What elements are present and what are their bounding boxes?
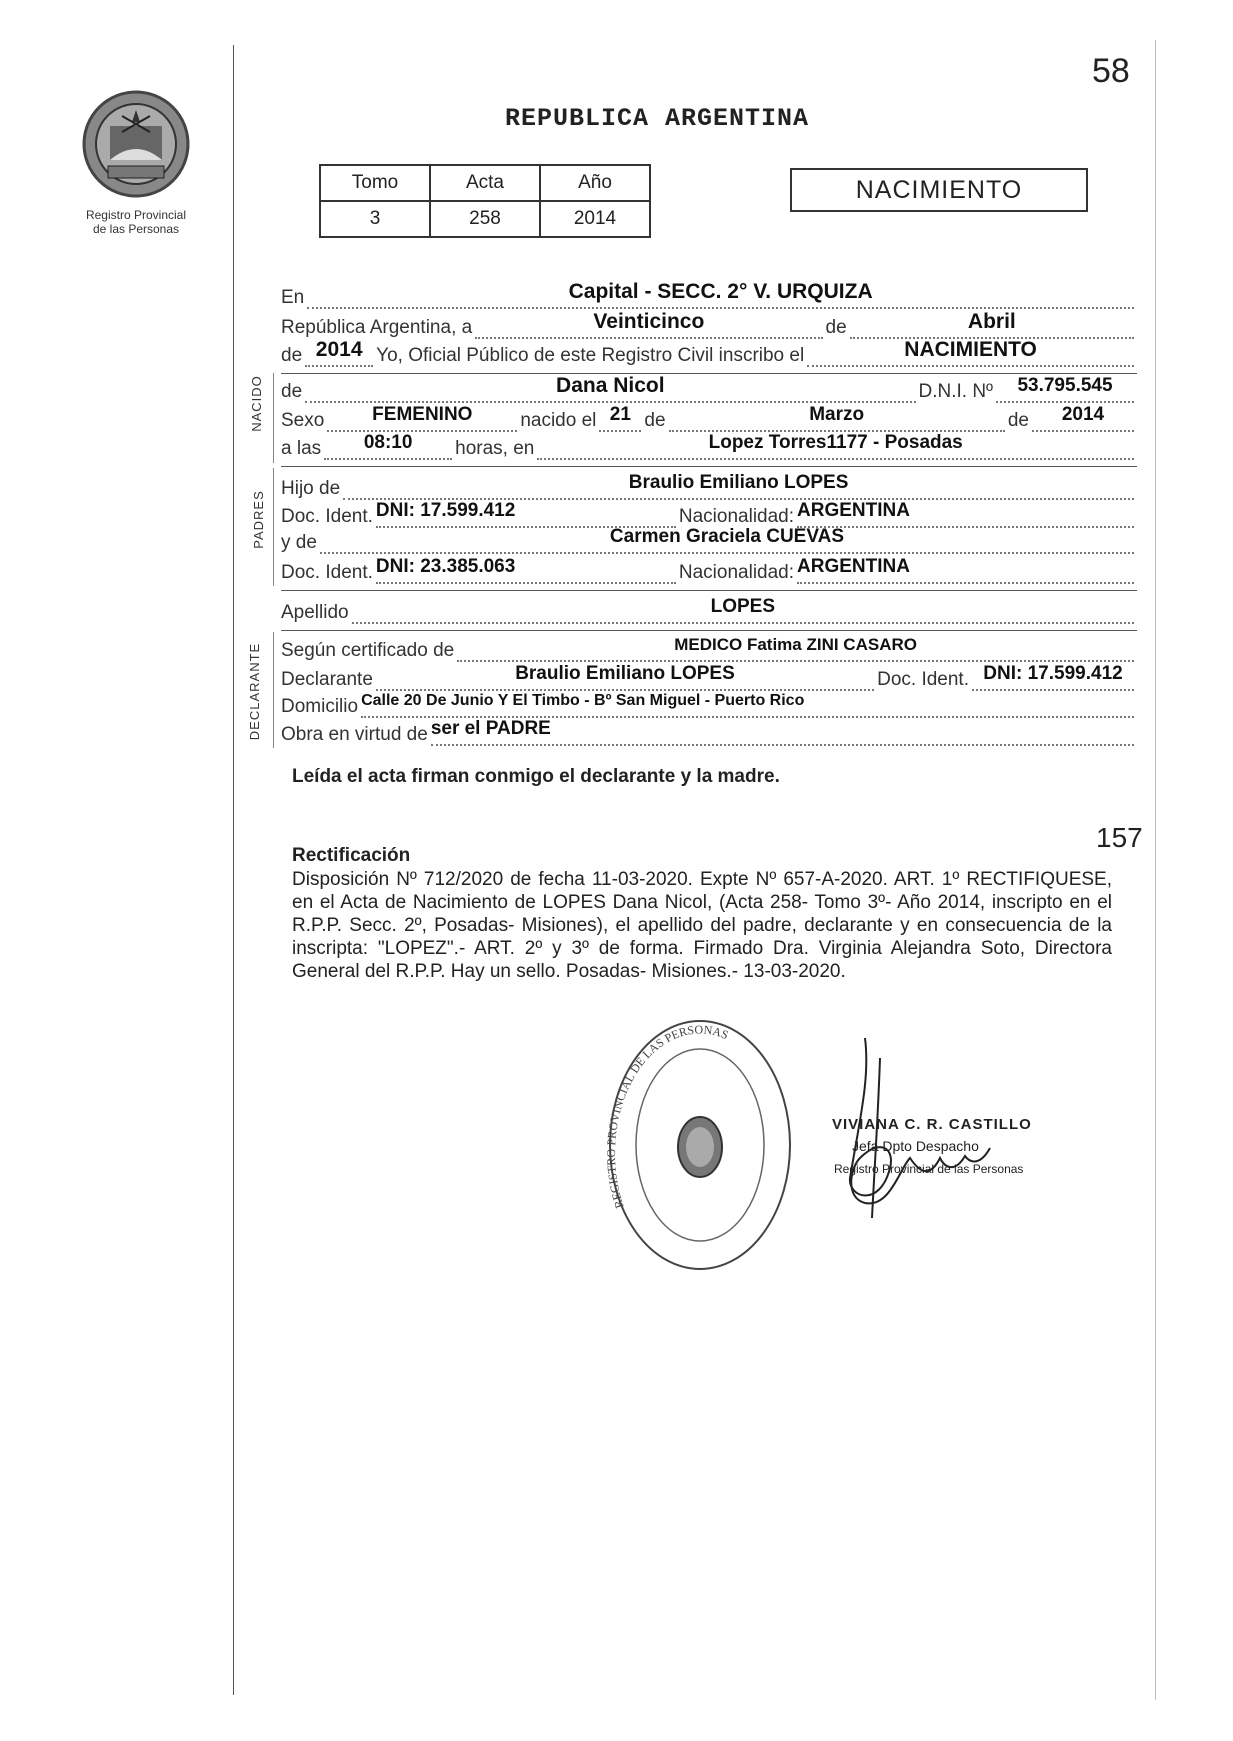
header-tomo: Tomo xyxy=(320,165,430,201)
secondary-page-number: 157 xyxy=(1096,822,1143,853)
field-madre: Carmen Graciela CUEVAS xyxy=(320,526,1134,554)
divider-3 xyxy=(281,590,1137,591)
field-nac-dia: 21 xyxy=(599,404,641,432)
closing-statement: Leída el acta firman conmigo el declarante y la madre. xyxy=(292,766,780,787)
field-anio: 2014 xyxy=(305,339,373,367)
nacido-bracket xyxy=(273,373,274,463)
field-padre: Braulio Emiliano LOPES xyxy=(343,472,1134,500)
svg-text:REGISTRO PROVINCIAL DE LAS PER: REGISTRO PROVINCIAL DE LAS PERSONAS xyxy=(605,1022,731,1211)
label-de-5: de xyxy=(1007,410,1029,431)
field-declarante-doc: DNI: 17.599.412 xyxy=(972,663,1134,691)
field-dni: 53.795.545 xyxy=(996,375,1134,403)
row-sexo xyxy=(281,406,1137,432)
field-padre-nac: ARGENTINA xyxy=(797,500,1134,528)
row-hora xyxy=(281,434,1137,460)
label-en: En xyxy=(281,287,305,308)
label-declarante: Declarante xyxy=(281,669,373,690)
field-hora: 08:10 xyxy=(324,432,452,460)
row-declarante xyxy=(281,665,1137,691)
row-domicilio xyxy=(281,692,1137,718)
field-lugar-nac: Lopez Torres1177 - Posadas xyxy=(537,432,1134,460)
page-number: 58 xyxy=(1092,52,1130,90)
field-tipo: NACIMIENTO xyxy=(807,339,1134,367)
oval-official-seal-icon xyxy=(605,1015,795,1275)
record-table xyxy=(319,164,651,238)
header-anio: Año xyxy=(540,165,650,201)
label-republica: República Argentina, a xyxy=(281,317,473,338)
field-certificado: MEDICO Fatima ZINI CASARO xyxy=(457,634,1134,662)
field-nac-anio: 2014 xyxy=(1032,404,1134,432)
field-madre-doc: DNI: 23.385.063 xyxy=(376,556,676,584)
row-nombre xyxy=(281,377,1137,403)
label-a-las: a las xyxy=(281,438,322,459)
row-apellido xyxy=(281,598,1137,624)
divider-2 xyxy=(281,466,1137,467)
value-acta: 258 xyxy=(430,201,540,237)
label-nacionalidad-2: Nacionalidad: xyxy=(678,562,795,583)
field-nombre: Dana Nicol xyxy=(305,375,915,403)
padres-bracket xyxy=(273,468,274,586)
field-dia-letras: Veinticinco xyxy=(475,311,822,339)
label-apellido: Apellido xyxy=(281,602,349,623)
provincia-de-misiones-seal-icon xyxy=(80,88,192,200)
organization-name xyxy=(62,208,210,236)
label-hijo-de: Hijo de xyxy=(281,478,341,499)
field-padre-doc: DNI: 17.599.412 xyxy=(376,500,676,528)
stamp-role: Jefa Dpto Despacho xyxy=(852,1138,979,1154)
row-fecha xyxy=(281,313,1137,339)
org-line-1: Registro Provincial xyxy=(85,208,187,222)
field-madre-nac: ARGENTINA xyxy=(797,556,1134,584)
label-doc-ident-2: Doc. Ident. xyxy=(281,562,373,583)
rectification-title: Rectificación xyxy=(292,845,411,866)
value-anio: 2014 xyxy=(540,201,650,237)
row-anio xyxy=(281,341,1137,367)
label-de-4: de xyxy=(644,410,666,431)
label-y-de: y de xyxy=(281,532,317,553)
label-segun: Según certificado de xyxy=(281,640,455,661)
field-obra: ser el PADRE xyxy=(431,718,1134,746)
row-padre-doc xyxy=(281,502,1137,528)
field-nac-mes: Marzo xyxy=(669,404,1005,432)
divider-1 xyxy=(281,373,1137,374)
label-sexo: Sexo xyxy=(281,410,325,431)
stamp-name: VIVIANA C. R. CASTILLO xyxy=(832,1116,1032,1133)
label-de-3: de xyxy=(281,381,303,402)
declarante-bracket xyxy=(273,632,274,748)
field-domicilio: Calle 20 De Junio Y El Timbo - Bº San Miguel - Puerto Rico xyxy=(361,690,1134,718)
left-margin-line xyxy=(233,45,234,1695)
side-label-nacido: NACIDO xyxy=(248,375,264,432)
value-tomo: 3 xyxy=(320,201,430,237)
row-en xyxy=(281,283,1137,309)
label-de-2: de xyxy=(281,345,303,366)
row-segun xyxy=(281,636,1137,662)
label-nacido-el: nacido el xyxy=(520,410,597,431)
field-mes: Abril xyxy=(850,311,1134,339)
label-doc-ident-3: Doc. Ident. xyxy=(877,669,969,690)
side-label-declarante: DECLARANTE xyxy=(247,642,263,741)
row-madre-doc xyxy=(281,558,1137,584)
org-line-2: de las Personas xyxy=(92,222,180,236)
label-dni: D.N.I. Nº xyxy=(918,381,993,402)
label-horas-en: horas, en xyxy=(455,438,535,459)
stamp-org: Registro Provincial de las Personas xyxy=(834,1162,1024,1176)
row-hijo-de xyxy=(281,474,1137,500)
label-yo: Yo, Oficial Público de este Registro Civil inscribo el xyxy=(376,345,805,366)
side-label-padres: PADRES xyxy=(250,490,266,549)
field-lugar: Capital - SECC. 2° V. URQUIZA xyxy=(307,281,1134,309)
label-doc-ident: Doc. Ident. xyxy=(281,506,373,527)
document-title: REPUBLICA ARGENTINA xyxy=(505,104,810,133)
label-nacionalidad: Nacionalidad: xyxy=(678,506,795,527)
field-sexo: FEMENINO xyxy=(327,404,517,432)
rectification-text: Disposición Nº 712/2020 de fecha 11-03-2020. Expte Nº 657-A-2020. ART. 1º RECTIFIQUESE, en el Acta de Nacimiento de LOPES Dana Nicol, (Acta 258- Tomo 3º- Año 2014, inscripto en el R.P.P. Secc. 2º, Posadas- Misiones), el apellido del padre, declarante y en consecuencia de la inscripta: "LOPEZ".- ART. 2º y 3º de forma. Firmado Dra. Virginia Alejandra Soto, Directora General del R.P.P. Hay un sello. Posadas- Misiones.- 13-03-2020. xyxy=(292,869,1112,982)
row-y-de xyxy=(281,528,1137,554)
label-obra: Obra en virtud de xyxy=(281,724,428,745)
label-de: de xyxy=(825,317,847,338)
field-declarante: Braulio Emiliano LOPES xyxy=(376,663,874,691)
header-acta: Acta xyxy=(430,165,540,201)
record-type-box: NACIMIENTO xyxy=(790,168,1088,212)
field-apellido: LOPES xyxy=(352,596,1134,624)
row-obra xyxy=(281,720,1137,746)
label-domicilio: Domicilio xyxy=(281,696,359,717)
right-margin-line xyxy=(1155,40,1156,1700)
divider-4 xyxy=(281,630,1137,631)
